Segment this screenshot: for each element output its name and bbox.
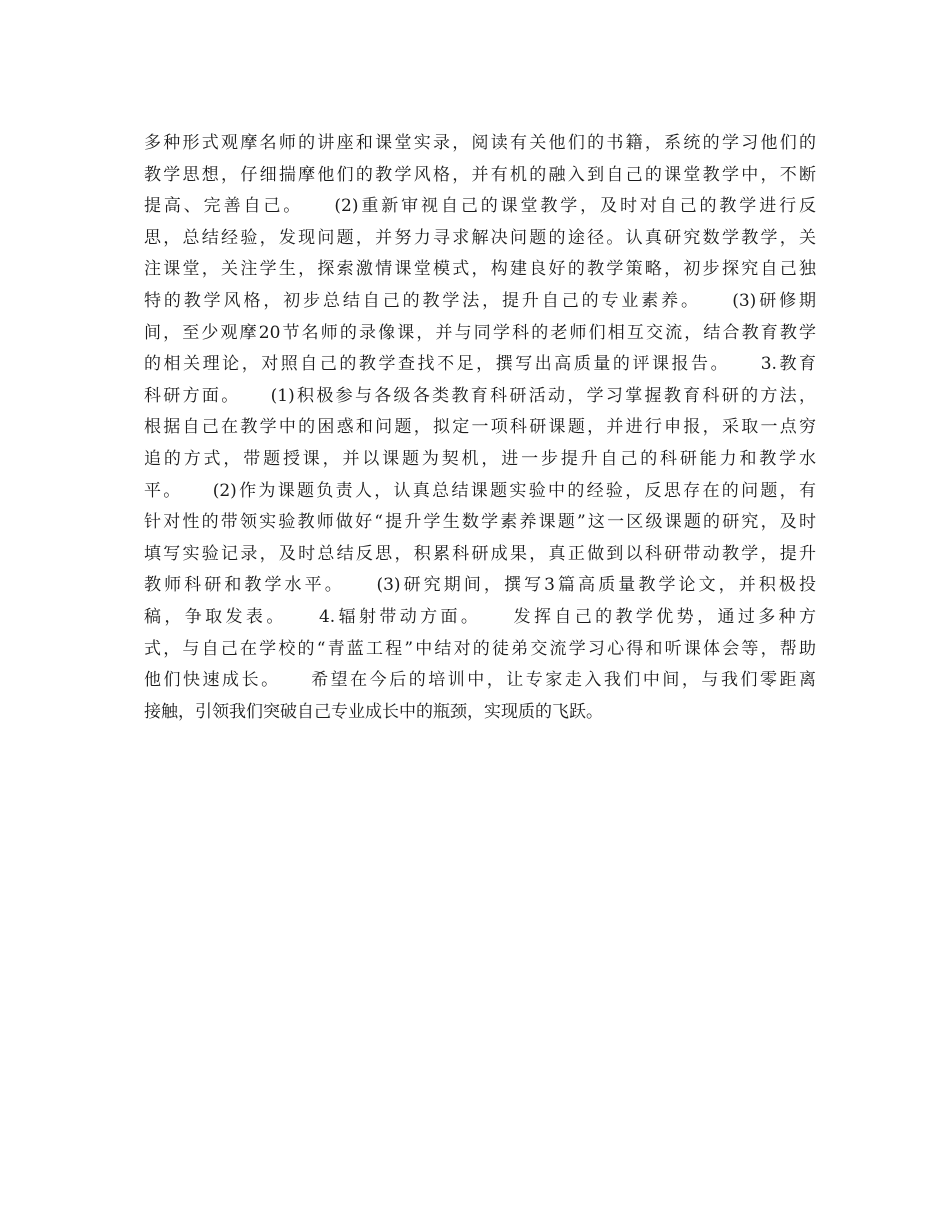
text-line: 平。 (2)作为课题负责人，认真总结课题实验中的经验，反思存在的问题，有 (144, 480, 816, 501)
text-line: 注课堂，关注学生，探索激情课堂模式，构建良好的教学策略，初步探究自己独 (144, 259, 816, 280)
text-line: 稿，争取发表。 4.辐射带动方面。 发挥自己的教学优势，通过多种方 (144, 606, 816, 627)
text-line: 他们快速成长。 希望在今后的培训中，让专家走入我们中间，与我们零距离 (144, 670, 816, 691)
text-line: 式，与自己在学校的“青蓝工程”中结对的徒弟交流学习心得和听课体会等，帮助 (144, 638, 816, 659)
text-line: 针对性的带领实验教师做好“提升学生数学素养课题”这一区级课题的研究，及时 (144, 512, 816, 533)
text-line: 特的教学风格，初步总结自己的教学法，提升自己的专业素养。 (3)研修期 (144, 290, 816, 311)
body-text (144, 128, 816, 728)
text-line: 教学思想，仔细揣摩他们的教学风格，并有机的融入到自己的课堂教学中，不断 (144, 164, 816, 185)
text-line: 思，总结经验，发现问题，并努力寻求解决问题的途径。认真研究数学教学，关 (144, 227, 816, 248)
text-line: 追的方式，带题授课，并以课题为契机，进一步提升自己的科研能力和教学水 (144, 448, 816, 469)
text-line: 科研方面。 (1)积极参与各级各类教育科研活动，学习掌握教育科研的方法， (144, 385, 816, 406)
text-line: 填写实验记录，及时总结反思，积累科研成果，真正做到以科研带动教学，提升 (144, 543, 816, 564)
text-line: 根据自己在教学中的困惑和问题，拟定一项科研课题，并进行申报，采取一点穷 (144, 417, 816, 438)
text-line: 的相关理论，对照自己的教学查找不足，撰写出高质量的评课报告。 3.教育 (144, 354, 816, 375)
text-line: 接触，引领我们突破自己专业成长中的瓶颈，实现质的飞跃。 (144, 701, 603, 722)
text-line: 间，至少观摩20节名师的录像课，并与同学科的老师们相互交流，结合教育教学 (144, 322, 816, 343)
text-line: 提高、完善自己。 (2)重新审视自己的课堂教学，及时对自己的教学进行反 (144, 196, 816, 217)
text-line: 多种形式观摩名师的讲座和课堂实录，阅读有关他们的书籍，系统的学习他们的 (144, 133, 816, 153)
text-line: 教师科研和教学水平。 (3)研究期间，撰写3篇高质量教学论文，并积极投 (144, 575, 816, 596)
